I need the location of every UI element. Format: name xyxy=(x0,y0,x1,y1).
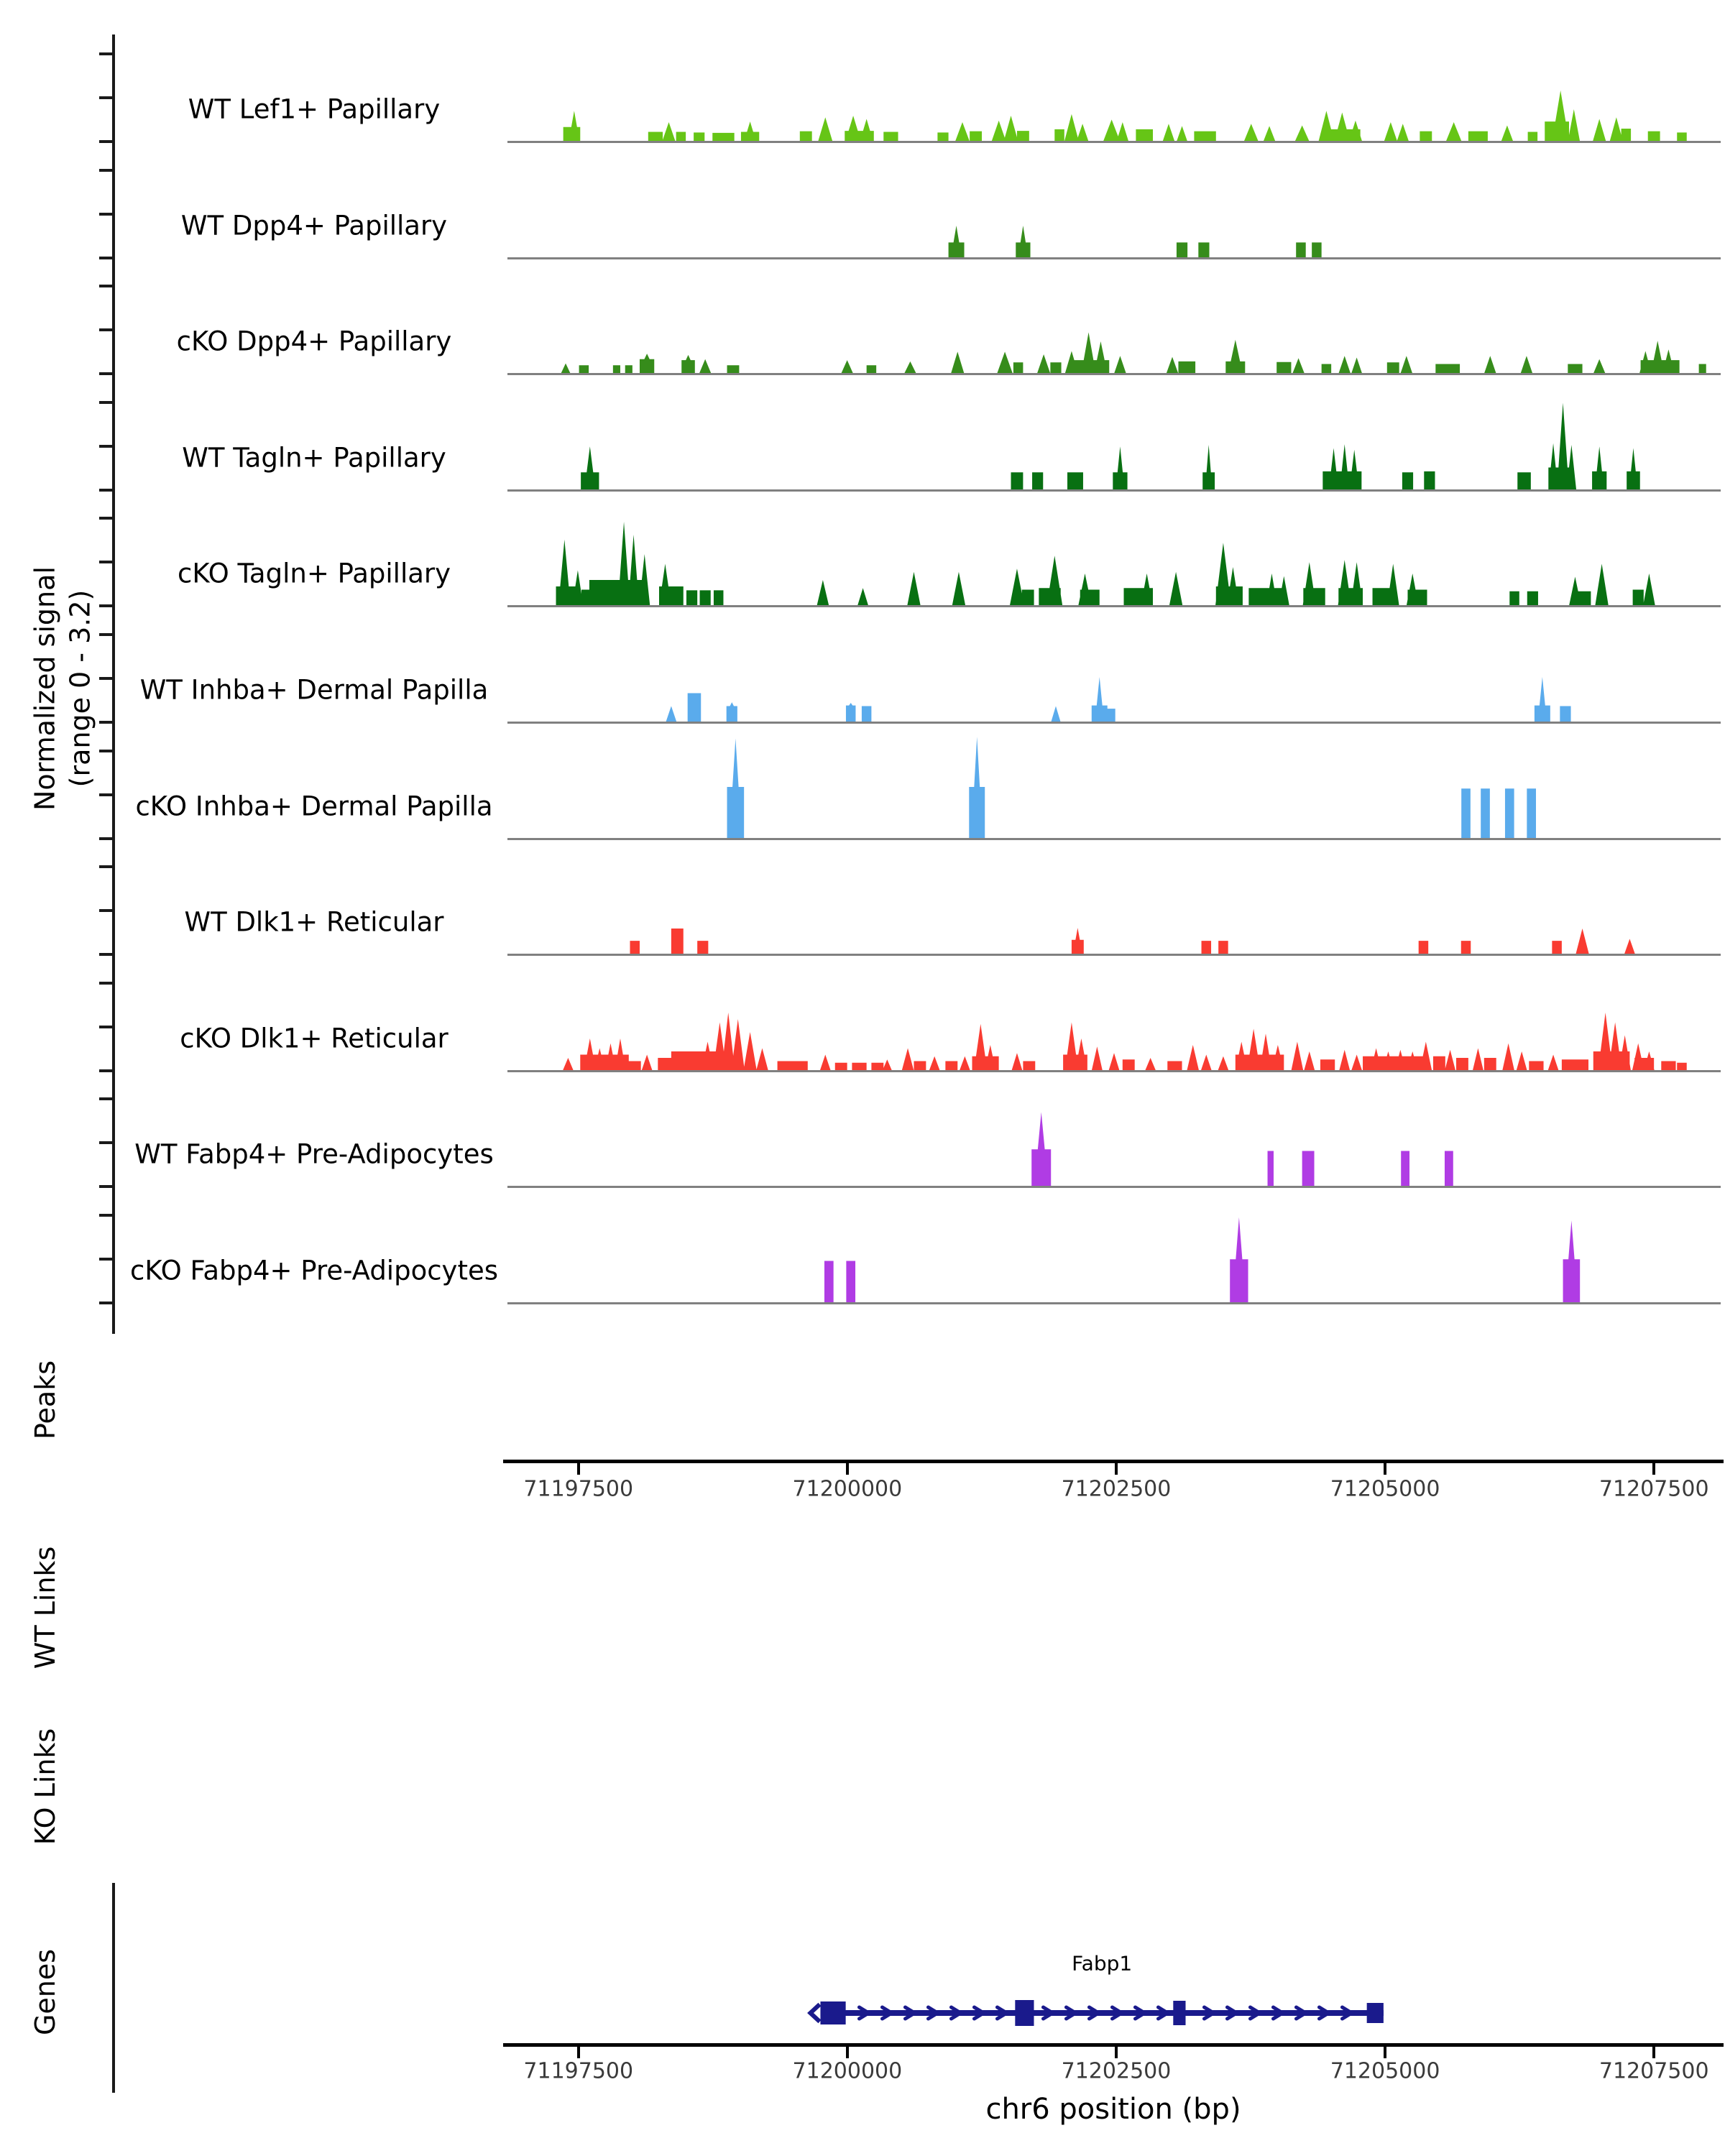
y-axis-tick xyxy=(99,1141,112,1144)
track-label: WT Lef1+ Papillary xyxy=(188,93,441,125)
y-axis-tick xyxy=(99,140,112,143)
y-axis-tick xyxy=(99,489,112,492)
x-axis-tick-label: 71202500 xyxy=(1061,1476,1172,1502)
y-axis-tick xyxy=(99,721,112,724)
section-label-genes: Genes xyxy=(29,1948,61,2036)
gene-exon xyxy=(1015,2000,1034,2026)
y-axis-tick xyxy=(99,285,112,287)
section-label-peaks: Peaks xyxy=(29,1360,61,1440)
y-axis-tick xyxy=(99,1185,112,1188)
y-axis-tick xyxy=(99,982,112,985)
track-label: WT Inhba+ Dermal Papilla xyxy=(139,674,489,706)
x-axis-tick xyxy=(1115,2047,1118,2058)
track-label: cKO Dlk1+ Reticular xyxy=(180,1023,448,1054)
y-axis-tick xyxy=(99,213,112,216)
track-label: cKO Inhba+ Dermal Papilla xyxy=(135,791,493,822)
x-axis-tick xyxy=(1115,1463,1118,1475)
track-label: WT Tagln+ Papillary xyxy=(182,442,446,474)
x-axis-tick xyxy=(846,1463,849,1475)
y-axis-tick xyxy=(99,1026,112,1028)
y-axis-tick xyxy=(99,169,112,172)
gene-exon xyxy=(1367,2003,1384,2023)
track-signal xyxy=(507,385,1721,493)
track-signal xyxy=(507,1082,1721,1189)
x-axis-tick xyxy=(1384,1463,1386,1475)
track-signal xyxy=(507,1198,1721,1306)
section-label-wt-links: WT Links xyxy=(29,1546,61,1669)
x-axis-title: chr6 position (bp) xyxy=(985,2093,1241,2126)
y-axis-tick xyxy=(99,96,112,99)
y-axis-tick xyxy=(99,1214,112,1217)
x-axis-tick-label: 71205000 xyxy=(1330,1476,1440,1502)
track-baseline xyxy=(507,1070,1721,1072)
track-baseline xyxy=(507,489,1721,492)
track-signal xyxy=(507,269,1721,377)
x-axis-tick-label: 71205000 xyxy=(1330,2058,1440,2084)
track-baseline xyxy=(507,1186,1721,1188)
track-label: WT Dpp4+ Papillary xyxy=(180,210,448,241)
y-axis-tick xyxy=(99,750,112,752)
track-label: cKO Tagln+ Papillary xyxy=(177,558,451,589)
x-axis-tick-label: 71200000 xyxy=(792,1476,903,1502)
x-axis-tick-label: 71207500 xyxy=(1598,2058,1709,2084)
y-axis-label xyxy=(28,566,99,811)
x-axis-tick xyxy=(846,2047,849,2058)
x-axis-tick xyxy=(1652,2047,1655,2058)
y-axis-tick xyxy=(99,1097,112,1100)
gene-model-fabp1 xyxy=(776,1984,1423,2048)
x-axis-tick-label: 71202500 xyxy=(1061,2058,1172,2084)
track-baseline xyxy=(507,722,1721,724)
section-label-ko-links: KO Links xyxy=(29,1728,61,1846)
track-signal xyxy=(507,501,1721,609)
track-label: cKO Fabp4+ Pre-Adipocytes xyxy=(129,1255,499,1286)
gene-exon xyxy=(1173,2001,1185,2025)
x-axis-tick-label: 71197500 xyxy=(523,1476,634,1502)
y-axis-tick xyxy=(99,633,112,636)
y-axis-tick xyxy=(99,257,112,259)
y-axis-tick xyxy=(99,561,112,563)
y-axis-tick xyxy=(99,793,112,796)
y-axis-tick xyxy=(99,401,112,404)
y-axis-tick xyxy=(99,677,112,680)
gene-name-label: Fabp1 xyxy=(1072,1951,1133,1976)
y-axis-tick xyxy=(99,953,112,956)
track-baseline xyxy=(507,838,1721,840)
y-axis-tick xyxy=(99,837,112,840)
track-signal xyxy=(507,966,1721,1074)
track-baseline xyxy=(507,605,1721,607)
y-axis-tick xyxy=(99,517,112,520)
track-signal xyxy=(507,37,1721,144)
track-label: WT Fabp4+ Pre-Adipocytes xyxy=(134,1138,494,1170)
x-axis-tick xyxy=(577,1463,580,1475)
track-baseline xyxy=(507,954,1721,956)
y-axis-tick xyxy=(99,1258,112,1261)
y-axis-tick xyxy=(99,445,112,448)
y-axis-tick xyxy=(99,909,112,912)
genes-section-bracket xyxy=(112,1883,115,2093)
track-signal xyxy=(507,617,1721,725)
x-axis-tick-label: 71200000 xyxy=(792,2058,903,2084)
track-label: WT Dlk1+ Reticular xyxy=(184,906,444,938)
y-axis-tick xyxy=(99,328,112,331)
track-signal xyxy=(507,849,1721,957)
y-axis-tick xyxy=(99,372,112,375)
y-axis-label-line2: (range 0 - 3.2) xyxy=(65,589,96,788)
x-axis-tick xyxy=(1384,2047,1386,2058)
track-baseline xyxy=(507,141,1721,143)
y-axis-tick xyxy=(99,1302,112,1304)
signal-y-axis-line xyxy=(112,34,115,1334)
track-label: cKO Dpp4+ Papillary xyxy=(176,326,452,357)
genome-x-axis-line xyxy=(503,2043,1724,2047)
y-axis-label-line1: Normalized signal xyxy=(29,566,61,811)
gene-exon xyxy=(820,2001,845,2024)
track-baseline xyxy=(507,373,1721,375)
x-axis-tick xyxy=(577,2047,580,2058)
track-baseline xyxy=(507,257,1721,259)
x-axis-tick xyxy=(1652,1463,1655,1475)
x-axis-tick-label: 71197500 xyxy=(523,2058,634,2084)
track-baseline xyxy=(507,1302,1721,1304)
peaks-x-axis-line xyxy=(503,1460,1724,1463)
x-axis-tick-label: 71207500 xyxy=(1598,1476,1709,1502)
track-signal xyxy=(507,734,1721,842)
gene-start-chevron-icon xyxy=(810,2004,819,2022)
y-axis-tick xyxy=(99,865,112,868)
y-axis-tick xyxy=(99,604,112,607)
y-axis-tick xyxy=(99,1069,112,1072)
y-axis-tick xyxy=(99,52,112,55)
track-signal xyxy=(507,153,1721,261)
